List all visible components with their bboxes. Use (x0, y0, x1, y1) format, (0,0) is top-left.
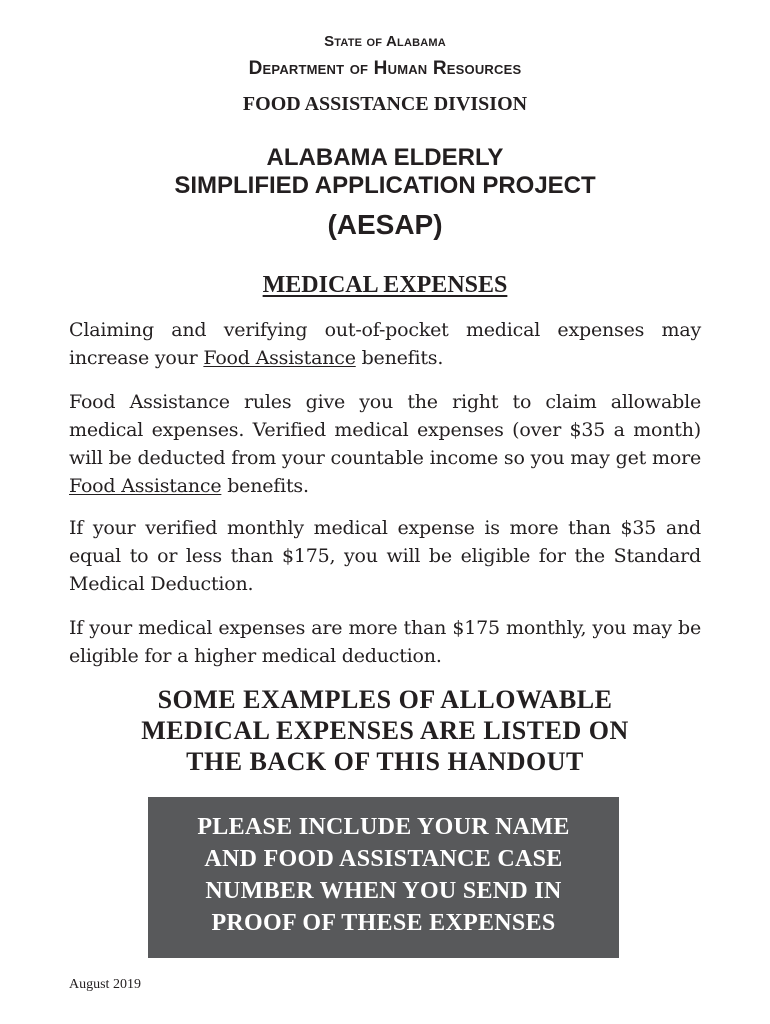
section-heading (0, 270, 770, 300)
higher-deduction-paragraph: If your medical expenses are more than $175 monthly, you may be eligible for a higher medical deduction. (69, 617, 701, 667)
proof-callout-box (148, 797, 619, 958)
intro-text-end: benefits. (355, 347, 444, 369)
food-assistance-link: Food Assistance (203, 347, 356, 369)
examples-notice (0, 684, 770, 777)
department-name: Department of Human Resources (248, 58, 522, 79)
rules-paragraph (69, 388, 701, 500)
state-name: State of Alabama (324, 33, 446, 50)
rules-text-end: benefits. (221, 475, 309, 497)
examples-line: MEDICAL EXPENSES ARE LISTED ON (141, 716, 629, 745)
project-title-line-1: ALABAMA ELDERLY (266, 144, 504, 171)
project-acronym: (AESAP) (327, 209, 443, 240)
callout-line: AND FOOD ASSISTANCE CASE (204, 846, 563, 872)
examples-line: SOME EXAMPLES OF ALLOWABLE (157, 685, 613, 714)
callout-line: PLEASE INCLUDE YOUR NAME (197, 814, 570, 840)
examples-line: THE BACK OF THIS HANDOUT (186, 747, 584, 776)
footer-date: August 2019 (69, 977, 141, 992)
intro-paragraph (69, 316, 701, 372)
intro-text: Claiming and verifying out-of-pocket medical expenses may increase your (69, 319, 701, 369)
project-title-line-2: SIMPLIFIED APPLICATION PROJECT (174, 172, 596, 199)
division-name: FOOD ASSISTANCE DIVISION (242, 93, 528, 115)
food-assistance-link: Food Assistance (69, 475, 222, 497)
standard-deduction-paragraph: If your verified monthly medical expense is more than $35 and equal to or less than $175, you will be eligible for the Standard Medical Deduction. (69, 517, 701, 595)
section-heading-text: MEDICAL EXPENSES (262, 272, 508, 298)
callout-line: PROOF OF THESE EXPENSES (211, 910, 556, 936)
rules-text: Food Assistance rules give you the right to claim allowable medical expenses. Verified medical expenses (over $35 a month) will be deducted from your countable income so you may get more (69, 391, 701, 469)
callout-line: NUMBER WHEN YOU SEND IN (205, 878, 562, 904)
